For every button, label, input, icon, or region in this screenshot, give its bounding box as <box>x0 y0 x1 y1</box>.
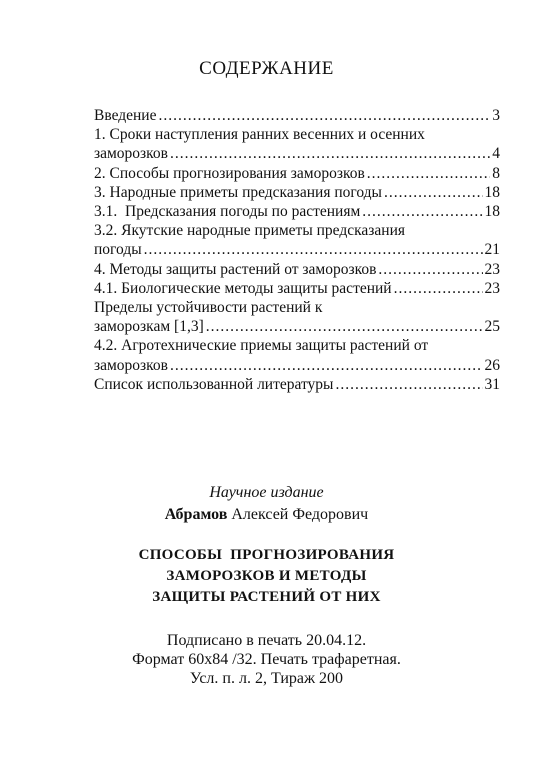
toc-entry-title-line: 4.2. Агротехнические приемы защиты растений от <box>94 337 429 355</box>
toc-leader-dots <box>206 317 483 336</box>
toc-entry-title: 2. Способы прогнозирования заморозков <box>94 164 365 182</box>
toc-entry-title-line: 3.2. Якутские народные приметы предсказания <box>94 222 405 240</box>
toc-line <box>94 202 500 221</box>
toc-page-number: 23 <box>484 279 500 297</box>
table-of-contents <box>94 106 500 394</box>
toc-line <box>94 279 500 298</box>
toc-page-number: 25 <box>484 318 500 336</box>
book-title-line: ЗАЩИТЫ РАСТЕНИЙ ОТ НИХ <box>152 589 381 605</box>
toc-page-number: 31 <box>484 375 500 393</box>
toc-entry-title: погоды <box>94 241 142 259</box>
toc-leader-dots <box>367 164 490 183</box>
toc-entry-title: заморозков <box>94 145 168 163</box>
toc-entry[interactable] <box>94 260 500 279</box>
book-title-line: СПОСОБЫ ПРОГНОЗИРОВАНИЯ <box>138 547 395 563</box>
toc-heading: СОДЕРЖАНИЕ <box>199 58 334 79</box>
toc-line <box>94 356 500 375</box>
toc-entry[interactable] <box>94 125 500 163</box>
toc-entry-title: 3.1. Предсказания погоды по растениям <box>94 203 361 221</box>
toc-entry-title: Введение <box>94 107 157 124</box>
toc-line <box>94 317 500 336</box>
toc-page-number: 23 <box>484 260 500 278</box>
toc-leader-dots <box>335 375 482 394</box>
toc-entry-title: 4. Методы защиты растений от заморозков <box>94 260 377 278</box>
toc-entry-title: Список использованной литературы <box>94 375 334 393</box>
toc-leader-dots <box>378 260 482 279</box>
toc-entry[interactable] <box>94 164 500 183</box>
toc-line <box>94 164 500 183</box>
toc-page-number: 4 <box>492 145 500 163</box>
toc-entry-title: заморозков <box>94 356 168 374</box>
publication-details-line: Формат 60x84 /32. Печать трафаретная. <box>132 651 401 668</box>
toc-line <box>94 183 500 202</box>
toc-entry[interactable] <box>94 298 500 336</box>
toc-leader-dots <box>144 240 483 259</box>
toc-page-number: 18 <box>484 183 500 201</box>
publication-genre: Научное издание <box>209 484 324 501</box>
toc-entry[interactable] <box>94 375 500 394</box>
toc-entry-title-line: Пределы устойчивости растений к <box>94 299 323 317</box>
toc-leader-dots <box>362 202 482 221</box>
author-name <box>0 506 533 524</box>
book-title-line: ЗАМОРОЗКОВ И МЕТОДЫ <box>166 568 367 584</box>
publication-details-line: Усл. п. л. 2, Тираж 200 <box>189 670 344 687</box>
toc-entry-title: 4.1. Биологические методы защиты растений <box>94 279 392 297</box>
toc-leader-dots <box>158 106 490 125</box>
toc-entry[interactable] <box>94 336 500 374</box>
toc-entry[interactable] <box>94 183 500 202</box>
book-title <box>0 545 533 608</box>
toc-leader-dots <box>384 183 483 202</box>
toc-page-number: 8 <box>492 164 500 182</box>
toc-leader-dots <box>394 279 483 298</box>
toc-entry-title: 3. Народные приметы предсказания погоды <box>94 183 382 201</box>
toc-line <box>94 240 500 259</box>
author-given-names: Алексей Федорович <box>231 506 369 523</box>
toc-leader-dots <box>170 144 490 163</box>
toc-line <box>94 375 500 394</box>
toc-line <box>94 144 500 163</box>
toc-entry[interactable] <box>94 221 500 259</box>
toc-line <box>94 260 500 279</box>
author-surname: Абрамов <box>164 506 228 523</box>
toc-entry[interactable] <box>94 202 500 221</box>
toc-entry-title: заморозкам [1,3] <box>94 318 204 336</box>
toc-entry[interactable] <box>94 279 500 298</box>
toc-page-number: 21 <box>484 241 500 259</box>
toc-entry[interactable] <box>94 106 500 125</box>
toc-line <box>94 106 500 125</box>
publication-details <box>0 631 533 688</box>
publication-details-line: Подписано в печать 20.04.12. <box>166 632 367 649</box>
toc-page-number: 18 <box>484 203 500 221</box>
toc-page-number: 26 <box>484 356 500 374</box>
toc-entry-title-line: 1. Сроки наступления ранних весенних и осенних <box>94 126 425 144</box>
toc-leader-dots <box>170 356 483 375</box>
toc-page-number: 3 <box>492 107 500 124</box>
